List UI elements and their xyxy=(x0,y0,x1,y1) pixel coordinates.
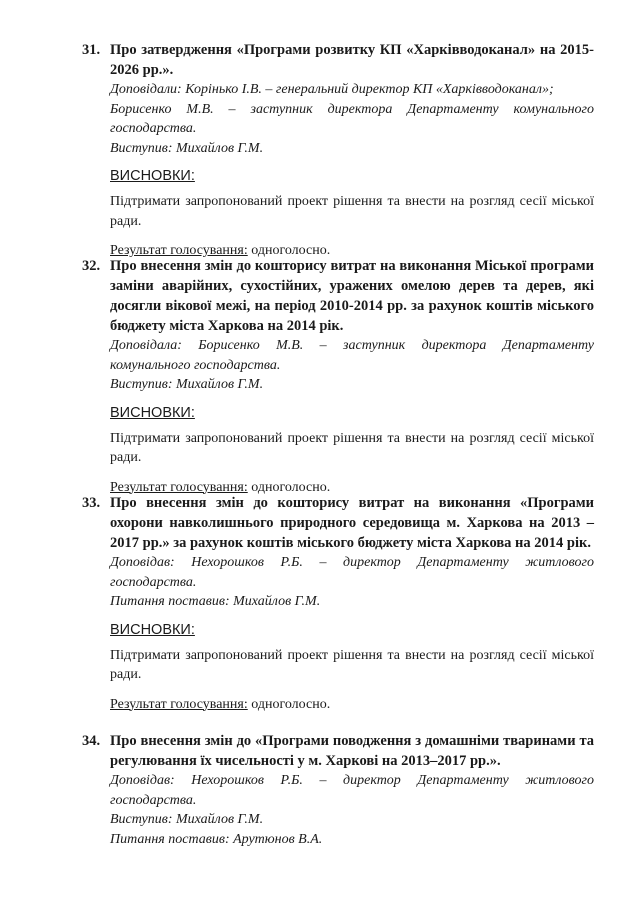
speaker-line: Борисенко М.В. – заступник директора Департаменту комунального господарства. xyxy=(110,101,594,136)
voting-result xyxy=(110,695,594,715)
speaker-line: Доповідав: Нехорошков Р.Б. – директор Департаменту житлового господарства. xyxy=(110,773,594,808)
decision-text: Підтримати запропонований проект рішення та внести на розгляд сесії міської ради. xyxy=(110,430,594,465)
decision-text: Підтримати запропонований проект рішення та внести на розгляд сесії міської ради. xyxy=(110,194,594,229)
item-title: Про внесення змін до «Програми поводження з домашніми тваринами та регулювання їх чисельності у м. Харкові на 2013–2017 рр.». xyxy=(110,733,594,769)
speakers-block xyxy=(110,336,594,395)
voting-result-label: Результат голосування: xyxy=(110,479,248,495)
conclusions-heading: ВИСНОВКИ: xyxy=(110,621,195,638)
decision-text: Підтримати запропонований проект рішення та внести на розгляд сесії міської ради. xyxy=(110,647,594,682)
conclusions-heading: ВИСНОВКИ: xyxy=(110,168,195,184)
item-number: 32. xyxy=(82,258,101,274)
speaker-line: Доповідала: Борисенко М.В. – заступник директора Департаменту комунального господарства. xyxy=(110,338,594,373)
speaker-line: Доповідав: Нехорошков Р.Б. – директор Департаменту житлового господарства. xyxy=(110,555,594,590)
speaker-line: Питання поставив: Михайлов Г.М. xyxy=(110,594,321,609)
speaker-line: Виступив: Михайлов Г.М. xyxy=(110,140,264,156)
speaker-line: Виступив: Михайлов Г.М. xyxy=(110,812,264,827)
item-title: Про затвердження «Програми розвитку КП «Харківводоканал» на 2015-2026 рр.». xyxy=(110,42,594,78)
voting-result-label: Результат голосування: xyxy=(110,696,248,712)
conclusions-heading: ВИСНОВКИ: xyxy=(110,404,195,421)
agenda-item-32 xyxy=(82,256,594,497)
voting-result-value: одноголосно. xyxy=(247,243,331,258)
voting-result-value: одноголосно. xyxy=(247,479,331,495)
item-number: 33. xyxy=(82,495,101,511)
speakers-block xyxy=(110,80,594,158)
voting-result-value: одноголосно. xyxy=(247,696,331,712)
speaker-line: Виступив: Михайлов Г.М. xyxy=(110,377,264,392)
speaker-line: Питання поставив: Арутюнов В.А. xyxy=(110,831,323,847)
speaker-line: Доповідали: Корінько І.В. – генеральний директор КП «Харківводоканал»; xyxy=(110,82,554,97)
speakers-block xyxy=(110,771,594,849)
voting-result-label: Результат голосування: xyxy=(110,243,248,258)
item-title: Про внесення змін до кошторису витрат на виконання Міської програми заміни аварійних, сухостійних, уражених омелою дерев та дерев, які досягли вікової межі, на період 2010-2014 рр. за рахунок коштів міського бюджету міста Харкова на 2014 рік. xyxy=(110,258,594,334)
item-number: 34. xyxy=(82,733,101,749)
speakers-block xyxy=(110,553,594,612)
agenda-item-33 xyxy=(82,493,594,714)
item-title: Про внесення змін до кошторису витрат на виконання «Програми охорони навколишнього природного середовища м. Харкова на 2013 –2017 рр.» за рахунок коштів міського бюджету міста Харкова на 2014 рік. xyxy=(110,495,594,551)
agenda-item-34 xyxy=(82,731,594,849)
item-number: 31. xyxy=(82,42,101,58)
agenda-item-31 xyxy=(82,40,594,261)
